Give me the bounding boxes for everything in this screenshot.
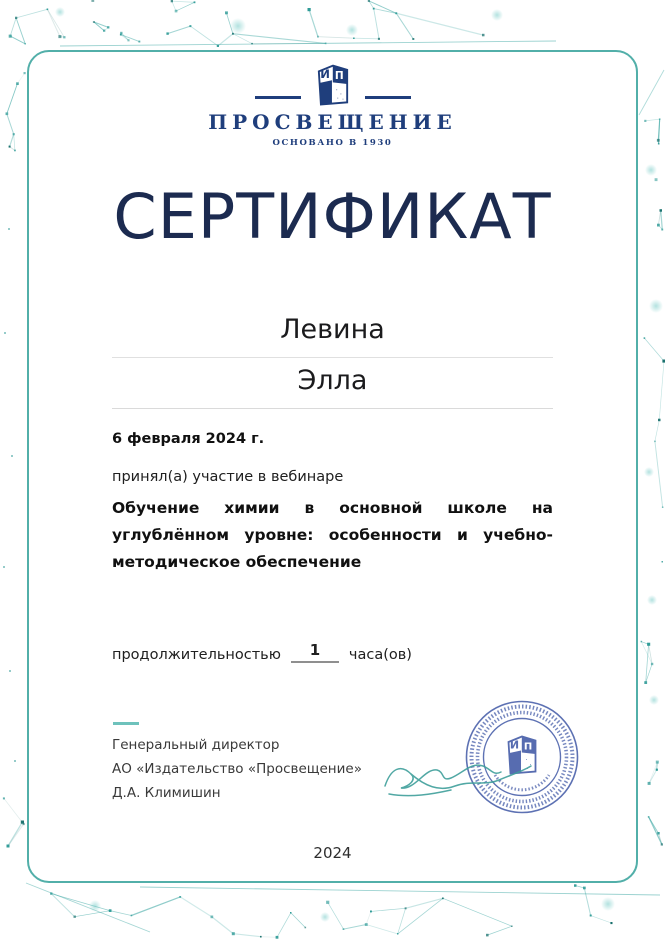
participation-text: принял(а) участие в вебинаре <box>112 469 344 485</box>
logo-monogram-i: И <box>319 67 330 82</box>
logo-founded: ОСНОВАНО В 1930 <box>272 138 393 148</box>
logo-bar-right <box>365 96 411 99</box>
duration-label: продолжительностью <box>112 647 281 663</box>
signature-scribble <box>381 738 541 808</box>
certificate-title: СЕРТИФИКАТ <box>113 180 552 253</box>
signer-block <box>112 733 362 805</box>
recipient-last-name: Левина <box>112 314 553 358</box>
logo-monogram-p: П <box>334 70 344 83</box>
year-label: 2024 <box>313 844 352 862</box>
logo-book-icon <box>315 64 351 106</box>
publisher-logo <box>29 60 636 148</box>
signer-name: Д.А. Климишин <box>112 785 221 801</box>
logo-bar-left <box>255 96 301 99</box>
duration-row <box>112 641 412 663</box>
logo-name: ПРОСВЕЩЕНИЕ <box>208 110 457 134</box>
webinar-topic: Обучение химии в основной школе на углублённом уровне: особенности и учебно-методическое обеспечение <box>112 499 553 571</box>
duration-unit: часа(ов) <box>348 647 412 663</box>
stamp-monogram-p: П <box>523 741 533 753</box>
duration-value: 1 <box>291 641 339 663</box>
signer-divider <box>113 722 139 725</box>
certificate-card <box>27 50 638 883</box>
signer-company: АО «Издательство «Просвещение» <box>112 761 362 777</box>
logo-row <box>29 60 636 106</box>
signer-position: Генеральный директор <box>112 737 280 753</box>
recipient-first-name: Элла <box>112 365 553 409</box>
stamp-monogram-i: И <box>509 738 520 752</box>
certificate-date: 6 февраля 2024 г. <box>112 431 265 447</box>
